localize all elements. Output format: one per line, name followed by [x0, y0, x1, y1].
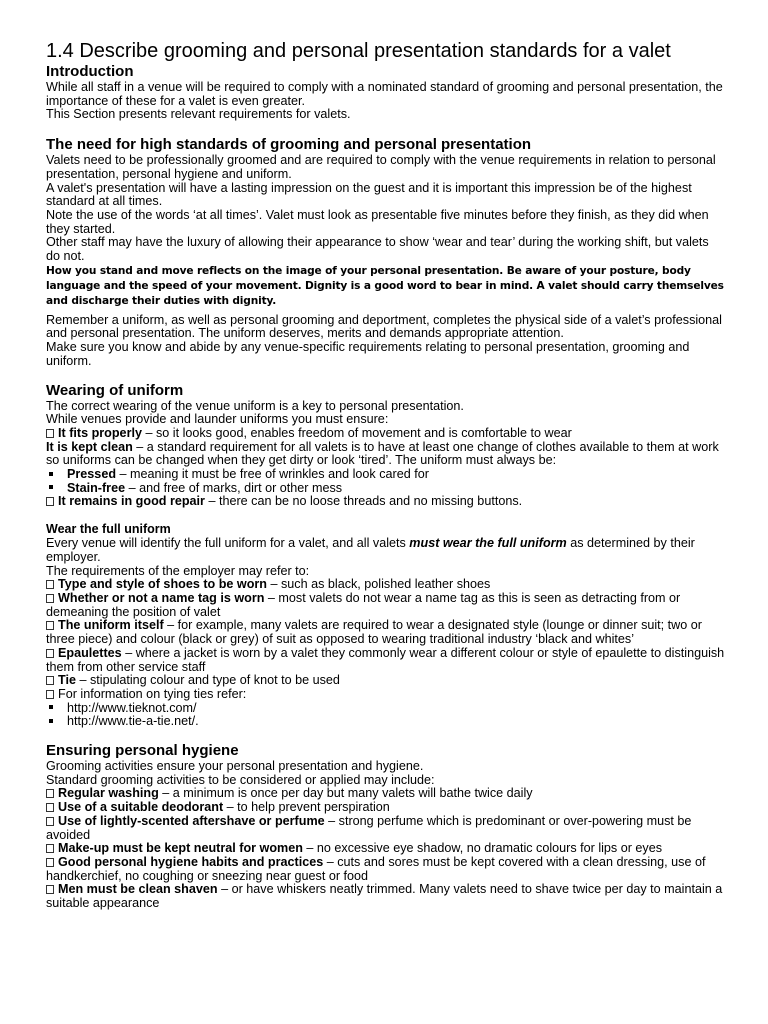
need-paragraph-venue: Make sure you know and abide by any venue-specific requirements relating to personal presentation, grooming and uniform.: [46, 340, 690, 368]
checkbox-glyph-icon: [46, 803, 54, 812]
bullet-square-icon: [49, 485, 53, 489]
document-title: 1.4 Describe grooming and personal presentation standards for a valet: [46, 40, 671, 62]
heading-full-uniform: Wear the full uniform: [46, 522, 171, 537]
bullet-square-icon: [49, 705, 53, 709]
list-item: Good personal hygiene habits and practices – cuts and sores must be kept covered with a clean dressing, use of handkerchief, no coughing or sneezing near guest or food: [46, 854, 706, 883]
hygiene-paragraph-2: Standard grooming activities to be considered or applied may include:: [46, 772, 435, 787]
checkbox-glyph-icon: [46, 676, 54, 685]
checkbox-glyph-icon: [46, 621, 54, 630]
list-item: The uniform itself – for example, many valets are required to wear a designated style (lounge or dinner suit; two or three piece) and colour (black or grey) of suit as opposed to wearing traditional industry ‘black and whites’: [46, 618, 702, 647]
checkbox-glyph-icon: [46, 789, 54, 798]
list-item: [46, 715, 726, 729]
list-item: Regular washing – a minimum is once per day but many valets will bathe twice daily: [46, 787, 726, 801]
list-item: It remains in good repair – there can be no loose threads and no missing buttons.: [46, 495, 726, 509]
need-paragraph-uniform: Remember a uniform, as well as personal grooming and deportment, completes the physical side of a valet’s professional and personal presentation. The uniform deserves, merits and demands appropriate attention.: [46, 312, 722, 341]
checkbox-glyph-icon: [46, 580, 54, 589]
need-paragraph-3: Note the use of the words ‘at all times’. Valet must look as presentable five minutes before they finish, as they did when they started.: [46, 207, 709, 236]
checkbox-glyph-icon: [46, 885, 54, 894]
uniform-paragraph-2: While venues provide and launder uniforms you must ensure:: [46, 412, 389, 427]
list-item: It fits properly – so it looks good, enables freedom of movement and is comfortable to wear: [46, 427, 726, 441]
hygiene-paragraph-1: Grooming activities ensure your personal presentation and hygiene.: [46, 759, 424, 774]
tieknot-link[interactable]: http://www.tieknot.com/: [67, 700, 197, 715]
full-paragraph-2: The requirements of the employer may refer to:: [46, 563, 310, 578]
checkbox-glyph-icon: [46, 497, 54, 506]
need-paragraph-2: A valet's presentation will have a lasting impression on the guest and it is important this impression be of the highest standard at all times.: [46, 180, 692, 209]
heading-introduction: Introduction: [46, 63, 134, 80]
list-item: Type and style of shoes to be worn – such as black, polished leather shoes: [46, 578, 726, 592]
intro-paragraph-1: While all staff in a venue will be required to comply with a nominated standard of grooming and personal presentation, the importance of these for a valet is even greater.: [46, 80, 723, 108]
checkbox-glyph-icon: [46, 858, 54, 867]
list-item: Use of a suitable deodorant – to help prevent perspiration: [46, 801, 726, 815]
list-item: Use of lightly-scented aftershave or perfume – strong perfume which is predominant or over-powering must be avoided: [46, 813, 692, 842]
checkbox-glyph-icon: [46, 594, 54, 603]
list-item: Tie – stipulating colour and type of knot to be used: [46, 674, 726, 688]
heading-wearing-uniform: Wearing of uniform: [46, 381, 184, 399]
need-paragraph-1: Valets need to be professionally groomed and are required to comply with the venue requirements in relation to personal presentation, personal hygiene and uniform.: [46, 153, 716, 181]
uniform-paragraph-1: The correct wearing of the venue uniform is a key to personal presentation.: [46, 398, 464, 413]
checkbox-glyph-icon: [46, 844, 54, 853]
document-page: [46, 40, 726, 911]
full-paragraph-1: Every venue will identify the full uniform for a valet, and all valets must wear the full uniform as determined by their employer.: [46, 536, 695, 564]
list-item: Epaulettes – where a jacket is worn by a valet they commonly wear a different colour or style of epaulette to distinguish them from other service staff: [46, 645, 725, 674]
list-item: Whether or not a name tag is worn – most valets do not wear a name tag as this is seen as detracting from or demeaning the position of valet: [46, 590, 681, 619]
list-item: It is kept clean – a standard requirement for all valets is to have at least one change of clothes available to them at work so uniforms can be changed when they get dirty or look ‘tired’. The uniform must always be:: [46, 439, 719, 468]
list-item: Stain-free – and free of marks, dirt or other mess: [46, 482, 726, 496]
checkbox-glyph-icon: [46, 429, 54, 438]
list-item: Make-up must be kept neutral for women – no excessive eye shadow, no dramatic colours for lips or eyes: [46, 842, 726, 856]
list-item: Men must be clean shaven – or have whiskers neatly trimmed. Many valets need to shave twice per day to maintain a suitable appearance: [46, 882, 723, 911]
checkbox-glyph-icon: [46, 817, 54, 826]
bullet-square-icon: [49, 472, 53, 476]
list-item: Pressed – meaning it must be free of wrinkles and look cared for: [46, 468, 726, 482]
list-item: For information on tying ties refer:: [46, 688, 726, 702]
intro-paragraph-2: This Section presents relevant requirements for valets.: [46, 107, 351, 122]
need-paragraph-dignity: How you stand and move reflects on the image of your personal presentation. Be aware of your posture, body language and the speed of your movement. Dignity is a good word to bear in mind. A valet should carry themselves and discharge their duties with dignity.: [46, 264, 724, 307]
checkbox-glyph-icon: [46, 649, 54, 658]
bullet-square-icon: [49, 719, 53, 723]
checkbox-glyph-icon: [46, 690, 54, 699]
tie-a-tie-link[interactable]: http://www.tie-a-tie.net/.: [67, 714, 199, 729]
list-item: [46, 702, 726, 716]
heading-personal-hygiene: Ensuring personal hygiene: [46, 742, 239, 760]
need-paragraph-4: Other staff may have the luxury of allowing their appearance to show ‘wear and tear’ during the working shift, but valets do not.: [46, 235, 709, 264]
heading-need-standards: The need for high standards of grooming and personal presentation: [46, 136, 532, 154]
